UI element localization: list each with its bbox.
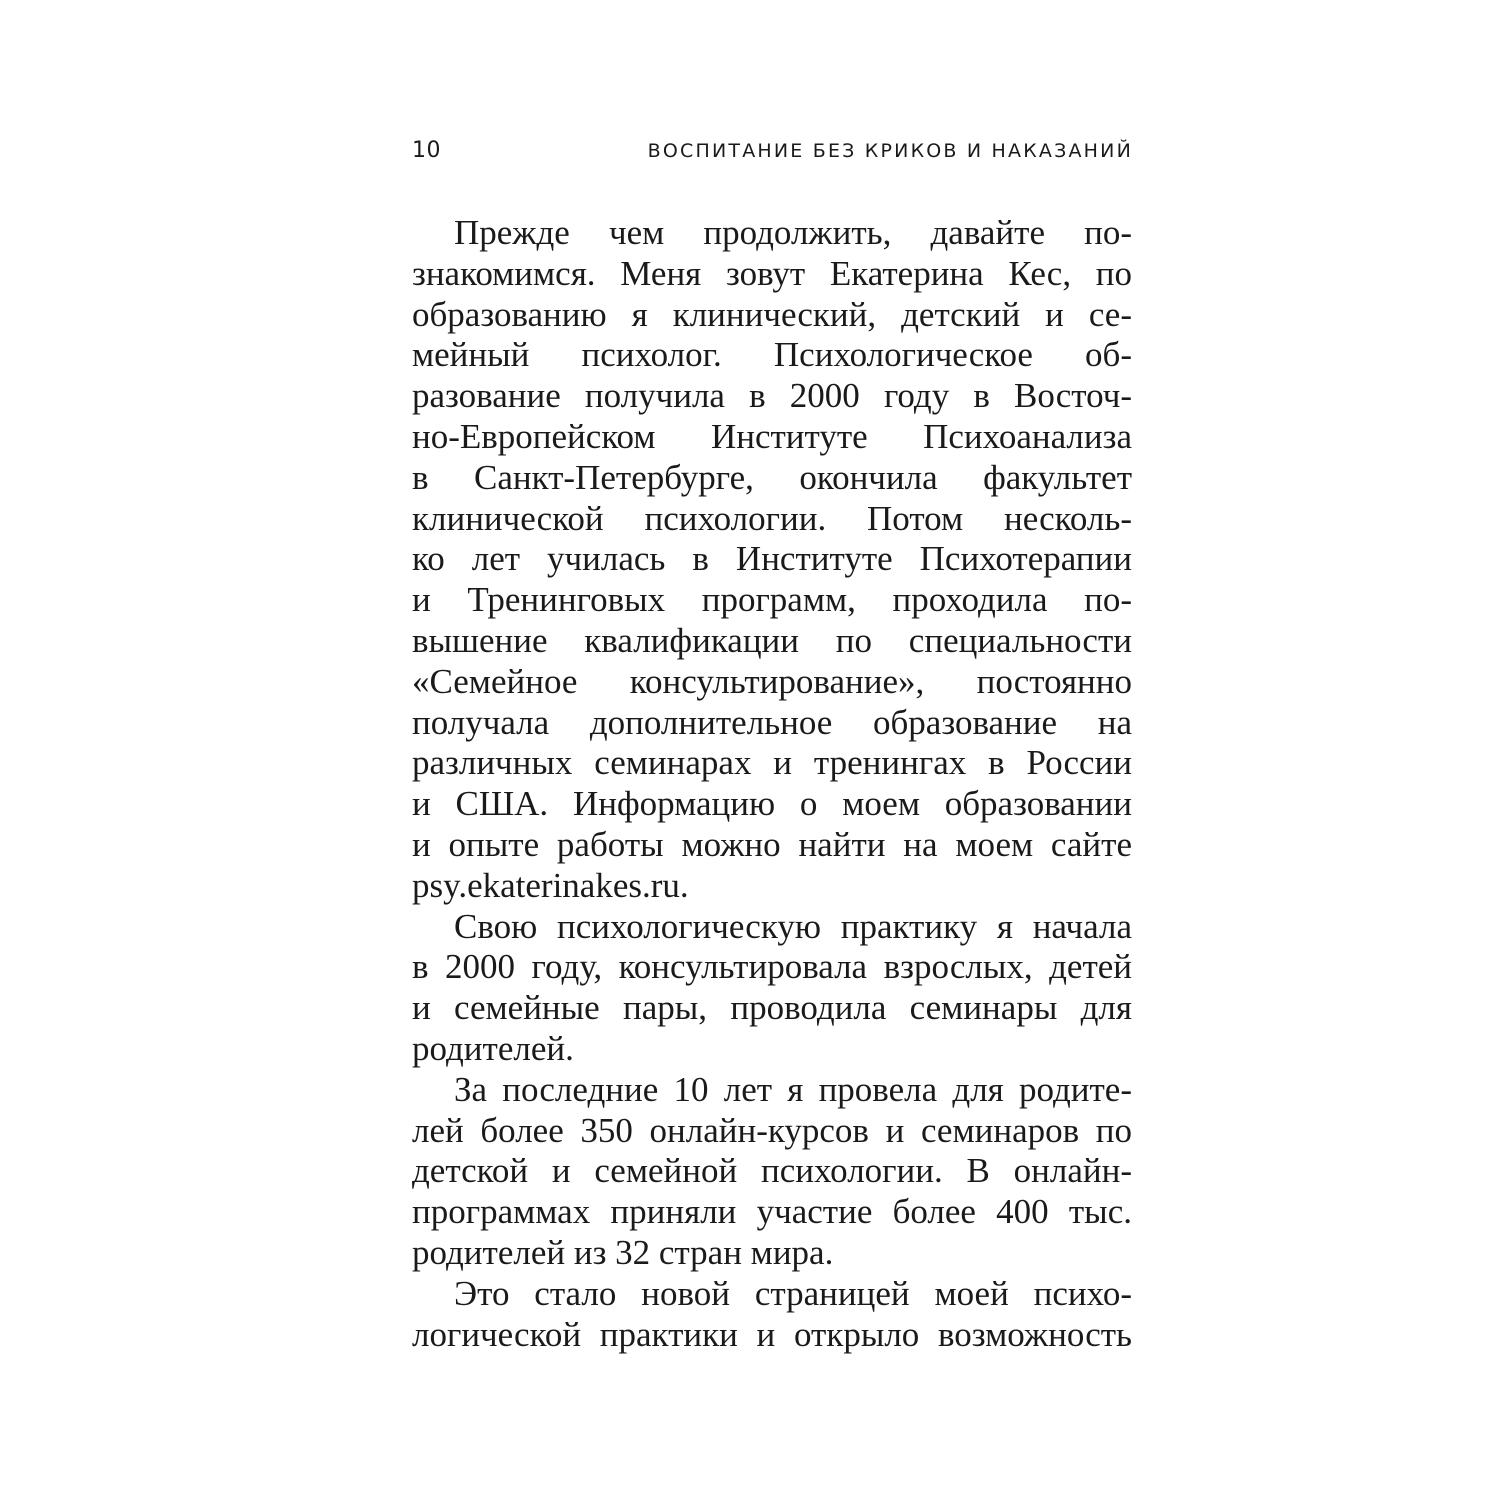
text-line: разование получила в 2000 году в Восточ- xyxy=(412,376,1132,416)
text-line: родителей из 32 стран мира. xyxy=(412,1232,834,1272)
text-line: «Семейное консультирование», постоянно xyxy=(412,661,1132,701)
text-line: в 2000 году, консультировала взрослых, детей xyxy=(412,947,1132,987)
page-number: 10 xyxy=(412,138,441,163)
text-line: psy.ekaterinakes.ru. xyxy=(412,865,689,905)
text-line: но-Европейском Институте Психоанализа xyxy=(412,416,1132,456)
text-line: и опыте работы можно найти на моем сайте xyxy=(412,824,1132,864)
text-line: клинической психологии. Потом несколь- xyxy=(412,498,1132,538)
text-line: логической практики и открыло возможность xyxy=(412,1314,1132,1354)
text-line: Прежде чем продолжить, давайте по- xyxy=(454,213,1132,252)
text-line: Это стало новой страницей моей психо- xyxy=(454,1273,1132,1313)
running-head: ВОСПИТАНИЕ БЕЗ КРИКОВ И НАКАЗАНИЙ xyxy=(647,140,1133,162)
text-line: образованию я клинический, детский и се- xyxy=(412,294,1132,334)
text-line: программах приняли участие более 400 тыс. xyxy=(412,1192,1132,1232)
text-line: и США. Информацию о моем образовании xyxy=(412,784,1132,824)
text-line: мейный психолог. Психологическое об- xyxy=(412,335,1132,375)
text-line: получала дополнительное образование на xyxy=(412,702,1132,742)
text-line: различных семинарах и тренингах в России xyxy=(412,743,1132,783)
text-line: вышение квалификации по специальности xyxy=(412,620,1132,660)
text-line: знакомимся. Меня зовут Екатерина Кес, по xyxy=(412,253,1132,293)
text-line: в Санкт-Петербурге, окончила факультет xyxy=(412,457,1132,497)
text-line: лей более 350 онлайн-курсов и семинаров по xyxy=(412,1110,1132,1150)
text-line: Свою психологическую практику я начала xyxy=(454,906,1132,946)
text-line: и семейные пары, проводила семинары для xyxy=(412,988,1132,1028)
text-line: За последние 10 лет я провела для родите- xyxy=(454,1069,1132,1109)
body-text xyxy=(412,213,1132,1355)
text-line: детской и семейной психологии. В онлайн- xyxy=(412,1151,1132,1191)
text-line: ко лет училась в Институте Психотерапии xyxy=(412,539,1132,579)
text-line: родителей. xyxy=(412,1028,574,1068)
text-line: и Тренинговых программ, проходила по- xyxy=(412,580,1132,620)
